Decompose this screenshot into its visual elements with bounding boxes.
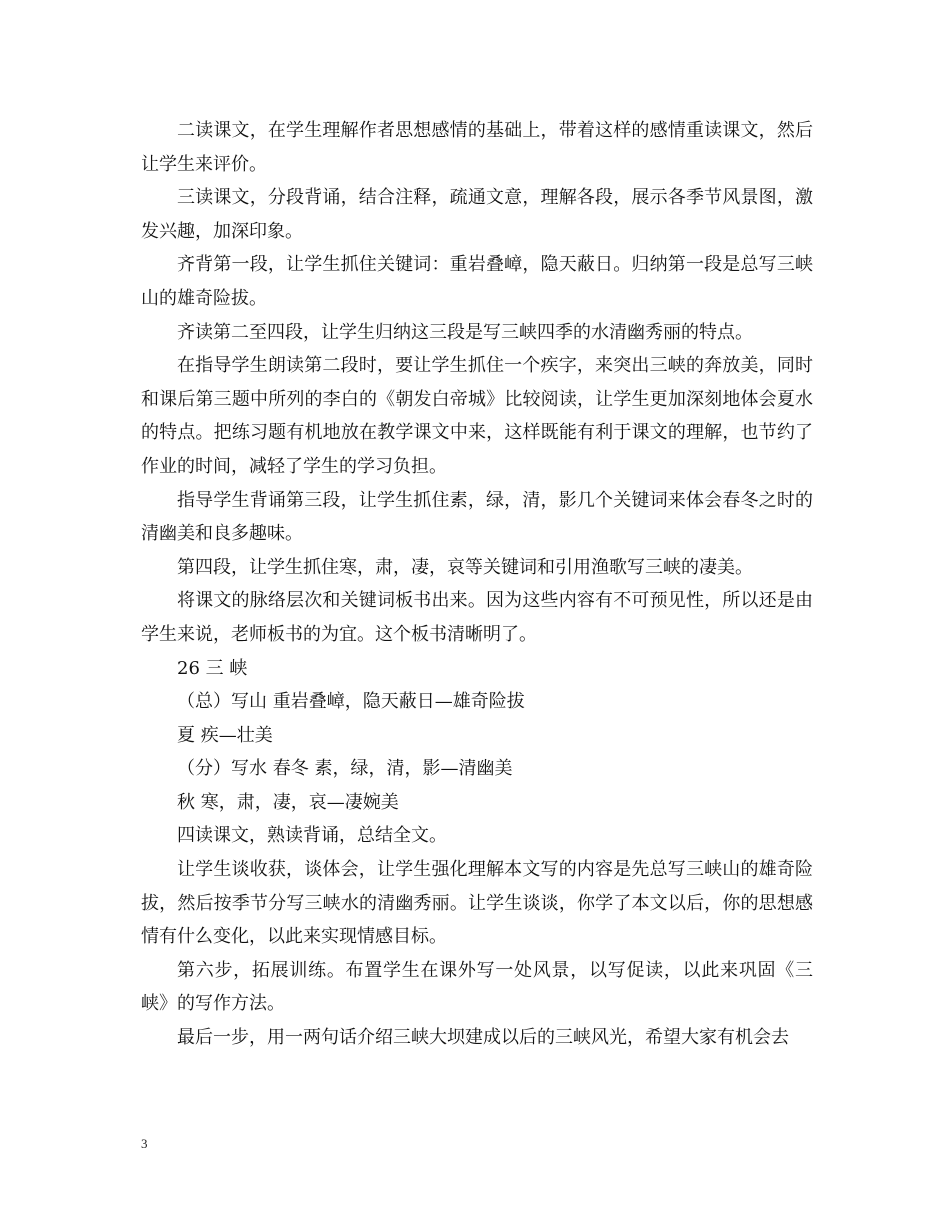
paragraph-sections-two-to-four: 齐读第二至四段，让学生归纳这三段是写三峡四季的水清幽秀丽的特点。 — [177, 321, 753, 343]
blackboard-line-summer: 夏 疾—壮美 — [177, 724, 273, 746]
paragraph-harvest-discussion: 让学生谈收获，谈体会，让学生强化理解本文写的内容是先总写三峡山的雄奇险拔，然后按季节分写三峡水的清幽秀丽。让学生谈谈，你学了本文以后，你的思想感情有什么变化，以此来实现情感目标。 — [141, 859, 813, 948]
page-content — [141, 114, 813, 1055]
blackboard-title: 26 三 峡 — [177, 657, 248, 679]
paragraph-blackboard-writing: 将课文的脉络层次和关键词板书出来。因为这些内容有不可预见性，所以还是由学生来说，老师板书的为宜。这个板书清晰明了。 — [141, 590, 813, 645]
paragraph-first-section: 齐背第一段，让学生抓住关键词：重岩叠嶂，隐天蔽日。归纳第一段是总写三峡山的雄奇险拔。 — [141, 254, 813, 309]
page-number: 3 — [141, 1136, 148, 1151]
paragraph-step-six: 第六步，拓展训练。布置学生在课外写一处风景，以写促读，以此来巩固《三峡》的写作方法。 — [141, 959, 813, 1015]
paragraph-second-section-guidance: 在指导学生朗读第二段时，要让学生抓住一个疾字，来突出三峡的奔放美，同时和课后第三题中所列的李白的《朝发白帝城》比较阅读，让学生更加深刻地体会夏水的特点。把练习题有机地放在教学课文中来，这样既能有利于课文的理解，也节约了作业的时间，减轻了学生的学习负担。 — [141, 355, 813, 477]
paragraph-third-section-guidance: 指导学生背诵第三段，让学生抓住素，绿，清，影几个关键词来体会春冬之时的清幽美和良多趣味。 — [141, 489, 813, 545]
paragraph-reread-evaluate: 二读课文，在学生理解作者思想感情的基础上，带着这样的感情重读课文，然后让学生来评价。 — [141, 120, 813, 175]
blackboard-line-water: （分）写水 春冬 素，绿，清，影—清幽美 — [177, 758, 513, 780]
paragraph-fourth-section: 第四段，让学生抓住寒，肃，凄，哀等关键词和引用渔歌写三峡的凄美。 — [177, 556, 753, 578]
paragraph-third-reading: 三读课文，分段背诵，结合注释，疏通文意，理解各段，展示各季节风景图，激发兴趣，加深印象。 — [141, 187, 813, 242]
paragraph-fourth-reading: 四读课文，熟读背诵，总结全文。 — [177, 825, 447, 847]
blackboard-line-mountain: （总）写山 重岩叠嶂，隐天蔽日—雄奇险拔 — [177, 691, 525, 713]
paragraph-final-step: 最后一步，用一两句话介绍三峡大坝建成以后的三峡风光，希望大家有机会去 — [177, 1027, 789, 1049]
blackboard-line-autumn: 秋 寒，肃，凄，哀—凄婉美 — [177, 791, 399, 813]
